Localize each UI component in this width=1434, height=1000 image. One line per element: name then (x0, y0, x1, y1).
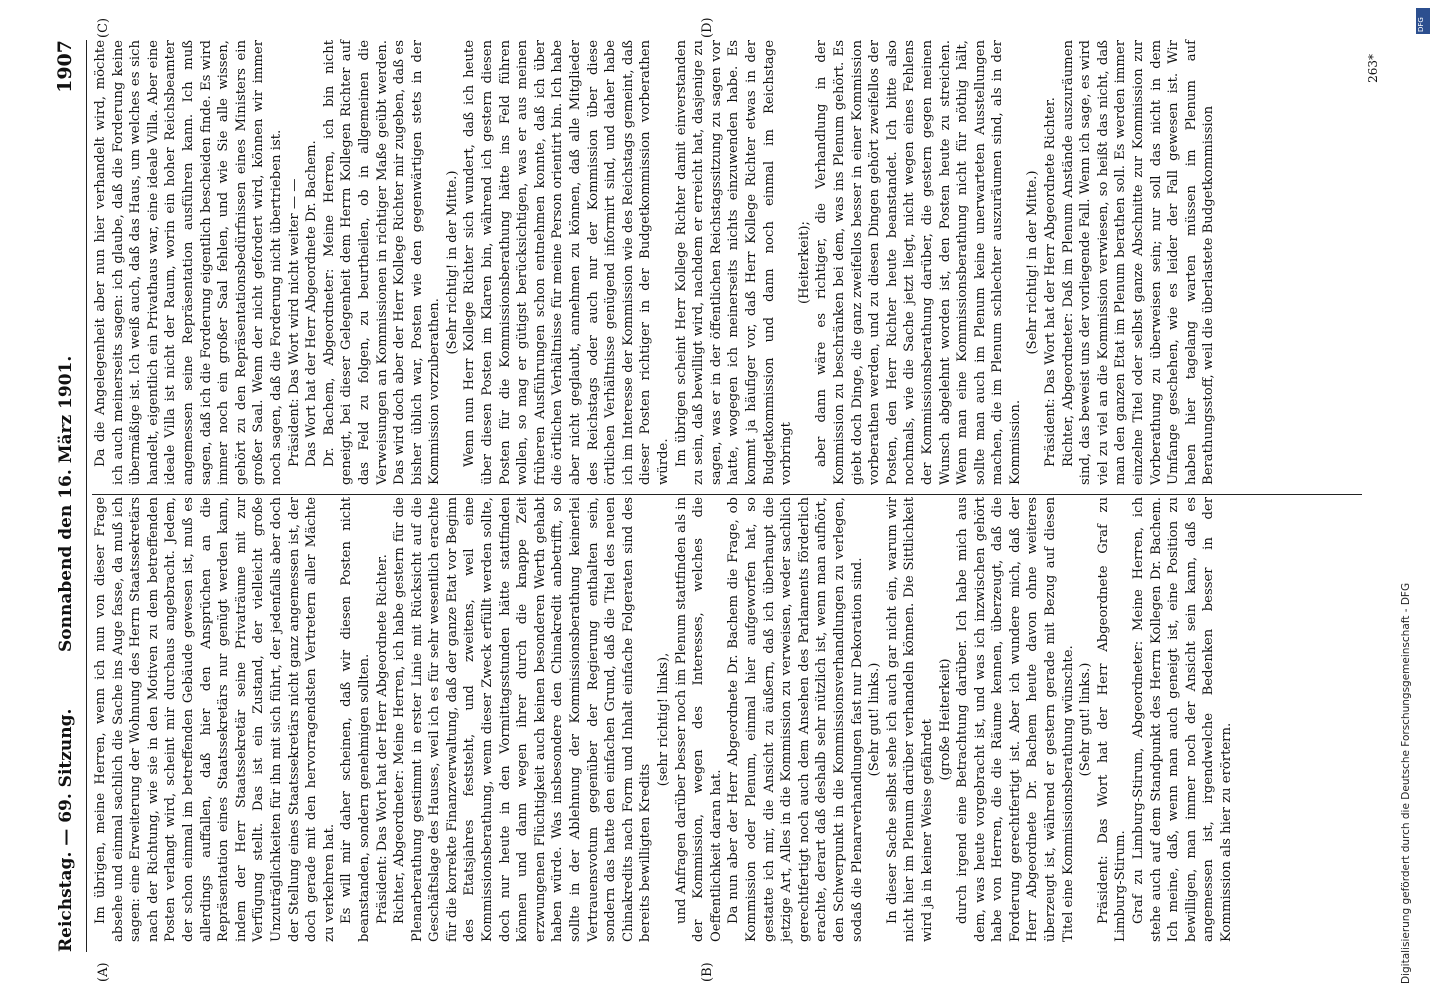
paragraph: (Sehr gut! links.) (1078, 662, 1094, 777)
text-column-right (92, 40, 1218, 485)
paragraph: aber dann wäre es richtiger, die Verhandlung in der Kommission zu beschränken bei dem, was ins Plenum gehört. Es giebt doch Dinge, die ganz zweifellos besser in einer Kommission vorberathen werden, und zu diesen Dingen gehört zweifellos der Posten, den Herr Richter heute beanstandet. Ich bitte also nochmals, wie die Sache jetzt liegt, nicht wegen eines Fehlens der Kommissionsberathung darüber, die gestern gegen meinen Wunsch abgelehnt worden ist, den Posten heute zu streichen. Wenn man eine Kommissionsberathung nicht für nöthig hält, sollte man auch im Plenum keine unerwarteten Ausstellungen machen, die im Plenum schlechter auszuräumen sind, als in der Kommission. (814, 40, 1023, 485)
paragraph: (Heiterkeit); (796, 221, 812, 304)
column-divider (92, 494, 1362, 495)
paragraph: Da nun aber der Herr Abgeordnete Dr. Bachem die Frage, ob Kommission oder Plenum, einmal hier aufgeworfen hat, so gestatte ich mir, die Ansicht zu äußern, daß ich überhaupt die jetzige Art, Alles in die Kommission zu verweisen, weder sachlich gerechtfertigt noch auch dem Ansehen des Parlaments förderlich erachte, derart daß deshalb sehr nützlich ist, wenn man aufhört, den Schwerpunkt in die Kommissionsverhandlungen zu verlegen, sodaß die Plenarverhandlungen fast nur Dekoration sind. (726, 497, 865, 942)
paragraph: Dr. Bachem, Abgeordneter: Meine Herren, ich bin nicht geneigt, bei dieser Gelegenheit dem Herrn Kollegen Richter auf das Feld zu folgen, zu beurtheilen, ob in allgemeinen die Verweisungen an Kommissionen in richtiger Maße geübt werden. Das wird doch aber der Herr Kollege Richter mir zugeben, daß es bisher üblich war, Posten wie den gegenwärtigen stets in der Kommission vorzuberathen. (321, 40, 443, 485)
margin-marker-a: (A) (96, 962, 111, 982)
paragraph: Richter, Abgeordneter: Meine Herren, ich habe gestern für die Plenarberathung gestimmt in erster Linie mit Rücksicht auf die Geschäftslage des Hauses, weil ich es für sehr wesentlich erachte für die korrekte Finanzverwaltung, daß der ganze Etat vor Beginn des Etatsjahres feststeht, und zweitens, weil eine Kommissionsberathung, wenn dieser Zweck erfüllt werden sollte, doch nur heute in den Vormittagsstunden hätte stattfinden können und dann wegen ihrer durch die knappe Zeit erzwungenen Flüchtigkeit auch keinen besonderen Werth gehabt haben würde. Was insbesondere den Chinakredit anbetrifft, so sollte in der Ablehnung der Kommissionsberathung keinerlei Vertrauensvotum gegenüber der Regierung enthalten sein, sondern das hatte den einfachen Grund, daß die Titel des neuen Chinakredits nach Form und Inhalt einfache Folgeraten sind des bereits bewilligten Kredits (392, 497, 654, 942)
digitization-note (1400, 14, 1430, 984)
digitization-note-text: Digitalisierung gefördert durch die Deutsche Forschungsgemeinschaft - DFG (1400, 582, 1412, 984)
margin-marker-b: (B) (700, 962, 715, 982)
header-rule (86, 40, 87, 952)
paragraph: Das Wort hat der Herr Abgeordnete Dr. Bachem. (304, 140, 320, 467)
paragraph: (Sehr richtig! in der Mitte.) (1025, 170, 1041, 355)
page-header (50, 40, 84, 952)
paragraph: Im übrigen, meine Herren, wenn ich nun von dieser Frage absehe und einmal sachlich die Sache ins Auge fasse, da muß ich sagen: eine Erweiterung der Wohnung des Herrn Staatssekretärs nach der Richtung, wie sie in den Motiven zu dem betreffenden Posten verlangt wird, scheint mir durchaus angebracht. Jedem, der schon einmal im betreffenden Gebäude gewesen ist, muß es allerdings auffallen, daß hier den Ansprüchen an die Repräsentation eines Staatssekretärs nur genügt werden kann, indem der Herr Staatssekretär seine Privaträume mit zur Verfügung stellt. Das ist ein Zustand, der vielleicht große Unzuträglichkeiten für ihn mit sich führt, der jedenfalls aber doch der Stellung eines Staatssekretärs nicht ganz angemessen ist, der doch gerade mit den hervorragendsten Vertretern aller Mächte zu verkehren hat. (93, 497, 337, 942)
paragraph: Graf zu Limburg-Stirum, Abgeordneter: Meine Herren, ich stehe auch auf dem Standpunkt des Herrn Kollegen Dr. Bachem. Ich meine, daß, wenn man auch geneigt ist, eine Position zu bewilligen, man immer noch der Ansicht sein kann, daß es angemessen ist, irgendwelche Bedenken besser in der Kommission als hier zu erörtern. (1131, 497, 1234, 942)
paragraph: Präsident: Das Wort wird nicht weiter — — (286, 178, 302, 467)
header-session: Reichstag. — 69. Sitzung. (56, 708, 76, 952)
footer-page-number: 263* (1366, 54, 1380, 83)
paragraph: (große Heiterkeit) (937, 658, 953, 781)
paragraph: und Anfragen darüber besser noch im Plenum stattfinden als in der Kommission, wegen des Interesses, welches die Oeffentlichkeit daran hat. (673, 497, 724, 942)
margin-marker-d: (D) (700, 17, 715, 38)
dfg-logo-text: DFG (1417, 17, 1425, 32)
header-date: Sonnabend den 16. März 1901. (56, 355, 76, 652)
paragraph: Präsident: Das Wort hat der Herr Abgeordnete Richter. (1043, 97, 1059, 467)
paragraph: Präsident: Das Wort hat der Herr Abgeordnete Graf zu Limburg-Stirum. (1095, 497, 1129, 942)
paragraph: Wenn nun Herr Kollege Richter sich wundert, daß ich heute über diesen Posten im Klaren bin, während ich gestern diesen Posten für die Kommissionsberathung hätte ins Feld führen wollen, so mag er gütigst berücksichtigen, was er aus meinen früheren Ausführungen schon entnehmen konnte, daß ich über die örtlichen Verhältnisse für meine Person orientirt bin. Ich habe aber nicht geglaubt, annehmen zu können, daß alle Mitglieder des Reichstags oder auch nur der Kommission über diese örtlichen Verhältnisse genügend informirt sind, und daher habe ich im Interesse der Kommission wie des Reichstags gemeint, daß dieser Posten richtiger in der Budgetkommission vorberathen würde. (462, 40, 671, 485)
paragraph: (sehr richtig! links), (656, 652, 671, 787)
text-column-left (92, 497, 1236, 942)
paragraph: Im übrigen scheint Herr Kollege Richter damit einverstanden zu sein, daß bewilligt wird, nachdem er erreicht hat, dasjenige zu sagen, was er in der öffentlichen Reichstagssitzung zu sagen vor hatte, wogegen ich meinerseits nichts einzuwenden habe. Es kommt ja häufiger vor, daß Herr Kollege Richter etwas in der Budgetkommission und dann noch einmal im Reichstage vorbringt (673, 40, 795, 485)
paragraph: Da die Angelegenheit aber nun hier verhandelt wird, möchte ich auch meinerseits sagen: ich glaube, daß die Forderung keine übermäßige ist. Ich weiß auch, daß das Haus, um welches es sich handelt, eigentlich ein Privathaus war, eine ideale Villa. Aber eine ideale Villa ist nicht der Raum, worin ein hoher Reichsbeamter angemessen seine Repräsentation ausführen kann. Ich muß sagen, daß ich die Forderung eigentlich bescheiden finde. Es wird immer noch ein großer Saal fehlen, und wie Sie alle wissen, gehört zu den Repräsentationsbedürfnissen eines Ministers ein großer Saal. Wenn der nicht gefordert wird, können wir immer noch sagen, daß die Forderung nicht übertrieben ist. (93, 40, 284, 485)
margin-marker-c: (C) (96, 17, 111, 38)
paragraph: Richter, Abgeordneter: Daß im Plenum Anstände auszuräumen sind, das beweist uns der vorliegende Fall. Wenn ich sage, es wird viel zu viel an die Kommission verwiesen, so heißt das nicht, daß man den ganzen Etat im Plenum berathen soll. Es werden immer einzelne Titel oder selbst ganze Abschnitte zur Kommission zur Vorberathung zu überweisen sein; nur soll das nicht in dem Umfange geschehen, wie es leider der Fall gewesen ist. Wir haben hier tagelang warten müssen im Plenum auf Berathungsstoff, weil die überlastete Budgetkommission (1060, 40, 1217, 485)
paragraph: durch irgend eine Betrachtung darüber. Ich habe mich aus dem, was heute vorgebracht ist, und was ich inzwischen gehört habe von Herren, die die Räume kennen, überzeugt, daß die Forderung gerechtfertigt ist. Aber ich wundere mich, daß der Herr Abgeordnete Dr. Bachem heute davon ohne weiteres überzeugt ist, während er gestern gerade mit Bezug auf diesen Titel eine Kommissionsberathung wünschte. (955, 497, 1076, 942)
paragraph: Es will mir daher scheinen, daß wir diesen Posten nicht beanstanden, sondern genehmigen sollten. (339, 497, 372, 942)
header-page-number: 1907 (54, 40, 76, 93)
dfg-logo (1416, 8, 1430, 34)
paragraph: Präsident: Das Wort hat der Herr Abgeordnete Richter. (374, 554, 390, 924)
paragraph: (Sehr gut! links.) (867, 662, 883, 777)
paragraph: In dieser Sache selbst sehe ich auch gar nicht ein, warum wir nicht hier im Plenum darüber verhandeln können. Die Sittlichkeit wird ja in keiner Weise gefährdet (884, 497, 935, 942)
footer-rule (1362, 40, 1363, 952)
paragraph: (Sehr richtig! in der Mitte.) (444, 170, 460, 355)
